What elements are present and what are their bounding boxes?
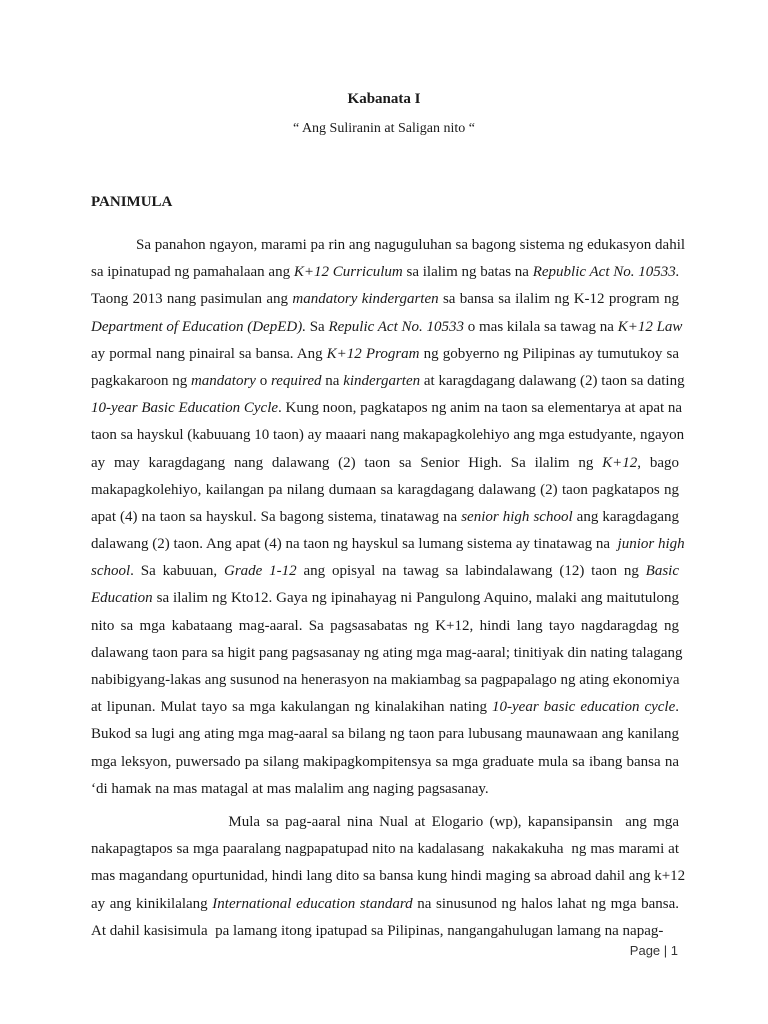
italic-term: Grade 1-12 (223, 563, 297, 580)
text-line (91, 395, 683, 422)
text-run: . Sa kabuuan, (130, 563, 224, 580)
text-line (91, 749, 679, 776)
text-line (91, 232, 686, 259)
text-run: at karagdagang dalawang (2) taon sa dating (420, 372, 685, 389)
text-line (91, 891, 679, 918)
italic-term: K+12 Program (326, 345, 420, 362)
text-line (91, 613, 679, 640)
text-line (91, 863, 686, 890)
text-run: , bago (637, 454, 679, 471)
text-line (91, 531, 685, 558)
italic-term: Education (91, 590, 153, 607)
text-run: ang karagdagang (572, 508, 679, 525)
text-run: sa bansa sa ilalim ng K-12 program ng (438, 291, 680, 308)
chapter-subtitle: “ Ang Suliranin at Saligan nito “ (293, 121, 475, 136)
text-run: nito sa mga kabataang mag-aaral. Sa pagsasabatas ng K+12, hindi lang tayo nagdaragdag ng (91, 617, 679, 634)
italic-term: Republic Act No. 10533. (532, 264, 680, 281)
text-run: pagkakaroon ng (91, 372, 191, 389)
text-line (91, 585, 679, 612)
italic-term: K+12 (602, 454, 638, 471)
text-run: Sa panahon ngayon, marami pa rin ang naguguluhan sa bagong sistema ng edukasyon dahil (136, 237, 686, 253)
text-line (91, 558, 679, 585)
page-number: Page | 1 (629, 943, 678, 958)
text-run: Mula sa pag-aaral nina Nual at Elogario (wp), kapansipansin ang mga (228, 813, 680, 830)
text-run: dalawang (2) taon. Ang apat (4) na taon ng hayskul sa lumang sistema ay tinatawag na (91, 536, 618, 553)
text-run: ng gobyerno ng Pilipinas ay tumutukoy sa (419, 345, 679, 362)
text-line (91, 776, 679, 803)
text-line (91, 368, 685, 395)
italic-term: Basic (645, 563, 679, 580)
paragraph (91, 809, 686, 945)
text-run: na (321, 372, 344, 389)
chapter-title: Kabanata I (347, 91, 421, 107)
text-run: ay pormal nang pinairal sa bansa. Ang (91, 345, 327, 362)
text-line (91, 809, 679, 836)
text-run: mga leksyon, puwersado pa silang makipagkompitensya sa mga graduate mula sa ibang bansa na (91, 753, 679, 770)
text-run: nabibigyang-lakas ang susunod na henerasyon na makiambag sa pagpapalago ng ating ekonomiya (91, 672, 680, 688)
text-run: sa ilalim ng Kto12. Gaya ng ipinahayag ni Pangulong Aquino, malaki ang maitutulong (152, 590, 679, 607)
text-line (91, 314, 683, 341)
text-run: o (255, 372, 271, 389)
text-run: taon sa hayskul (kabuuang 10 taon) ay maaari nang makapagkolehiyo ang mga estudyante, ngayon (91, 427, 685, 444)
text-run: sa ilalim ng batas na (402, 264, 533, 281)
text-run: . Kung noon, pagkatapos ng anim na taon sa elementarya at apat na (278, 400, 683, 417)
text-run: dalawang taon para sa higit pang pagsasanay ng ating mga mag-aaral; tinitiyak din nating talagang (91, 644, 683, 661)
italic-term: senior high school (461, 508, 573, 525)
text-line (91, 640, 683, 667)
italic-term: kindergarten (343, 372, 421, 389)
text-run: makapagkolehiyo, kailangan pa nilang dumaan sa karagdagang dalawang (2) taon pagkatapos ng (91, 481, 679, 498)
italic-term: 10-year basic education cycle (492, 699, 676, 716)
text-run: mas magandang opurtunidad, hindi lang dito sa bansa kung hindi maging sa abroad dahil ang k+12 (91, 868, 686, 885)
body-text (91, 232, 686, 945)
text-run: ay ang kinikilalang (91, 895, 213, 912)
italic-term: Repulic Act No. 10533 (328, 318, 464, 335)
text-line (91, 836, 679, 863)
text-run: ay may karagdagang nang dalawang (2) taon sa Senior High. Sa ilalim ng (91, 454, 603, 471)
text-run: at lipunan. Mulat tayo sa mga kakulangan ng kinalakihan nating (91, 699, 493, 716)
text-run: At dahil kasisimula pa lamang itong ipatupad sa Pilipinas, nangangahulugan lamang na napag- (91, 922, 664, 939)
text-line (91, 694, 679, 721)
italic-term: mandatory kindergarten (292, 291, 439, 308)
italic-term: mandatory (190, 372, 256, 389)
text-line (91, 259, 679, 286)
text-run: apat (4) na taon sa hayskul. Sa bagong sistema, tinatawag na (91, 508, 462, 525)
italic-term: required (270, 372, 322, 389)
text-run: Sa (305, 318, 329, 335)
text-run: na sinusunod ng halos lahat ng mga bansa. (412, 895, 679, 912)
text-run: ‘di hamak na mas matagal at mas malalim ang naging pagsasanay. (91, 780, 489, 797)
text-run: nakapagtapos sa mga paaralang nagpapatupad nito na kadalasang nakakakuha ng mas marami at (91, 841, 679, 858)
italic-term: school (91, 563, 131, 580)
text-line (91, 667, 679, 694)
text-line (91, 721, 679, 748)
text-line (91, 504, 679, 531)
text-run: o mas kilala sa tawag na (464, 318, 618, 335)
text-line (91, 918, 679, 945)
text-run: Bukod sa lugi ang ating mga mag-aaral sa bilang ng taon para lubusang maunawaan ang kanilang (91, 726, 679, 743)
text-run: Taong 2013 nang pasimulan ang (91, 291, 293, 308)
italic-term: K+12 Law (617, 318, 683, 335)
text-run: . (675, 699, 680, 716)
italic-term: 10-year Basic Education Cycle (91, 400, 279, 417)
text-line (91, 450, 679, 477)
text-line (91, 477, 679, 504)
text-line (91, 422, 685, 449)
text-line (91, 286, 679, 313)
paragraph (91, 232, 686, 803)
italic-term: junior high (617, 536, 685, 553)
text-run: sa ipinatupad ng pamahalaan ang (91, 264, 294, 281)
section-heading: PANIMULA (91, 194, 173, 210)
italic-term: Department of Education (DepED). (91, 318, 306, 335)
italic-term: K+12 Curriculum (293, 264, 403, 281)
italic-term: International education standard (212, 895, 413, 912)
text-run: ang opisyal na tawag sa labindalawang (12) taon ng (296, 563, 646, 580)
text-line (91, 341, 679, 368)
